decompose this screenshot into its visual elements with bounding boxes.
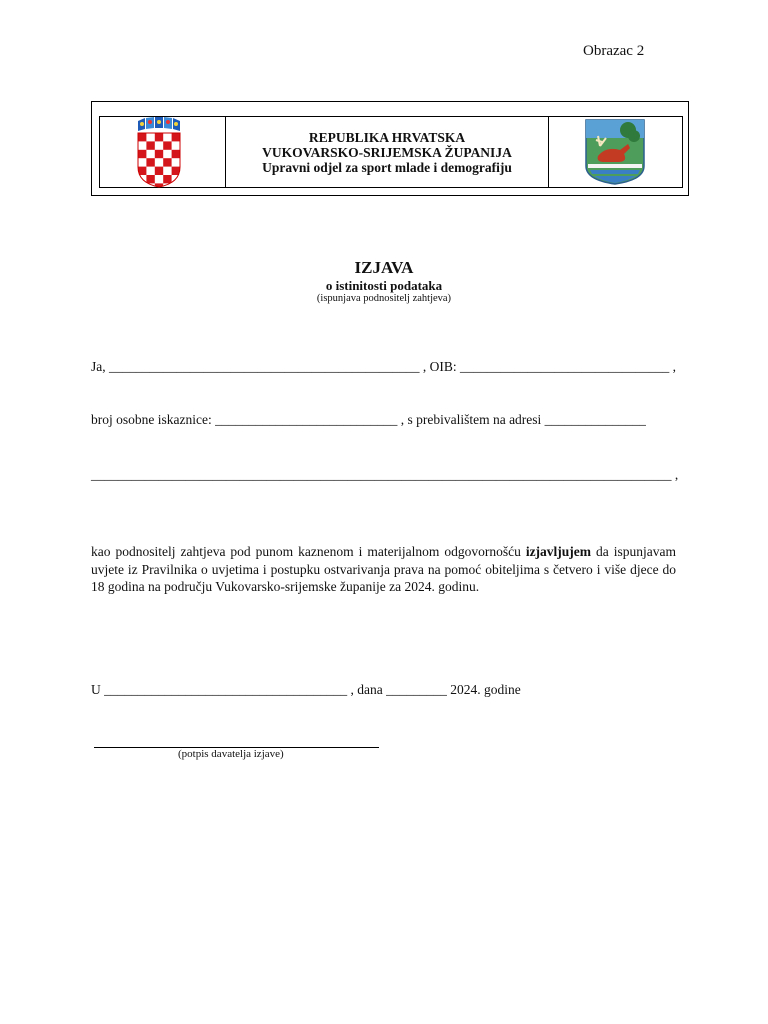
form-number: Obrazac 2 (583, 43, 645, 59)
declaration-text-start: kao podnositelj zahtjeva pod punom kaznenom i materijalnom odgovornošću (91, 544, 526, 559)
address-continuation-line[interactable]: ______________________________________________________________________________________ , (91, 467, 679, 482)
right-emblem-cell (549, 117, 682, 187)
letterhead (91, 101, 689, 196)
document-note: (ispunjava podnositelj zahtjeva) (316, 293, 452, 304)
declaration-paragraph (91, 543, 676, 596)
letterhead-table (99, 116, 683, 188)
declaration-bold-word: izjavljujem (525, 544, 592, 559)
left-emblem-cell (100, 117, 226, 187)
header-line-3: Upravni odjel za sport mlade i demografiju (262, 159, 512, 175)
header-line-1: REPUBLIKA HRVATSKA (308, 129, 466, 145)
signature-line[interactable] (94, 733, 379, 748)
place-date-line[interactable]: U ____________________________________ , dana _________ 2024. godine (91, 682, 521, 697)
declaration-text-end: da ispunjavam uvjete iz Pravilnika o uvjetima i postupku ostvarivanja prava na pomoć obiteljima s četvero i više djece do 18 godina na području Vukovarsko-srijemske županije za 2024. godinu. (91, 544, 677, 594)
croatia-coat-of-arms-icon (132, 117, 192, 189)
signature-label: (potpis davatelja izjave) (178, 748, 284, 760)
id-address-line[interactable]: broj osobne iskaznice: ___________________________ , s prebivalištem na adresi _______________ (91, 412, 646, 427)
header-line-2: VUKOVARSKO-SRIJEMSKA ŽUPANIJA (262, 144, 512, 160)
name-oib-line[interactable]: Ja, ______________________________________________ , OIB: _______________________________ , (91, 359, 676, 374)
document-title: IZJAVA (354, 258, 414, 277)
document-subtitle: o istinitosti podataka (325, 278, 443, 293)
letterhead-text (226, 117, 549, 187)
county-coat-of-arms-icon (584, 118, 646, 186)
